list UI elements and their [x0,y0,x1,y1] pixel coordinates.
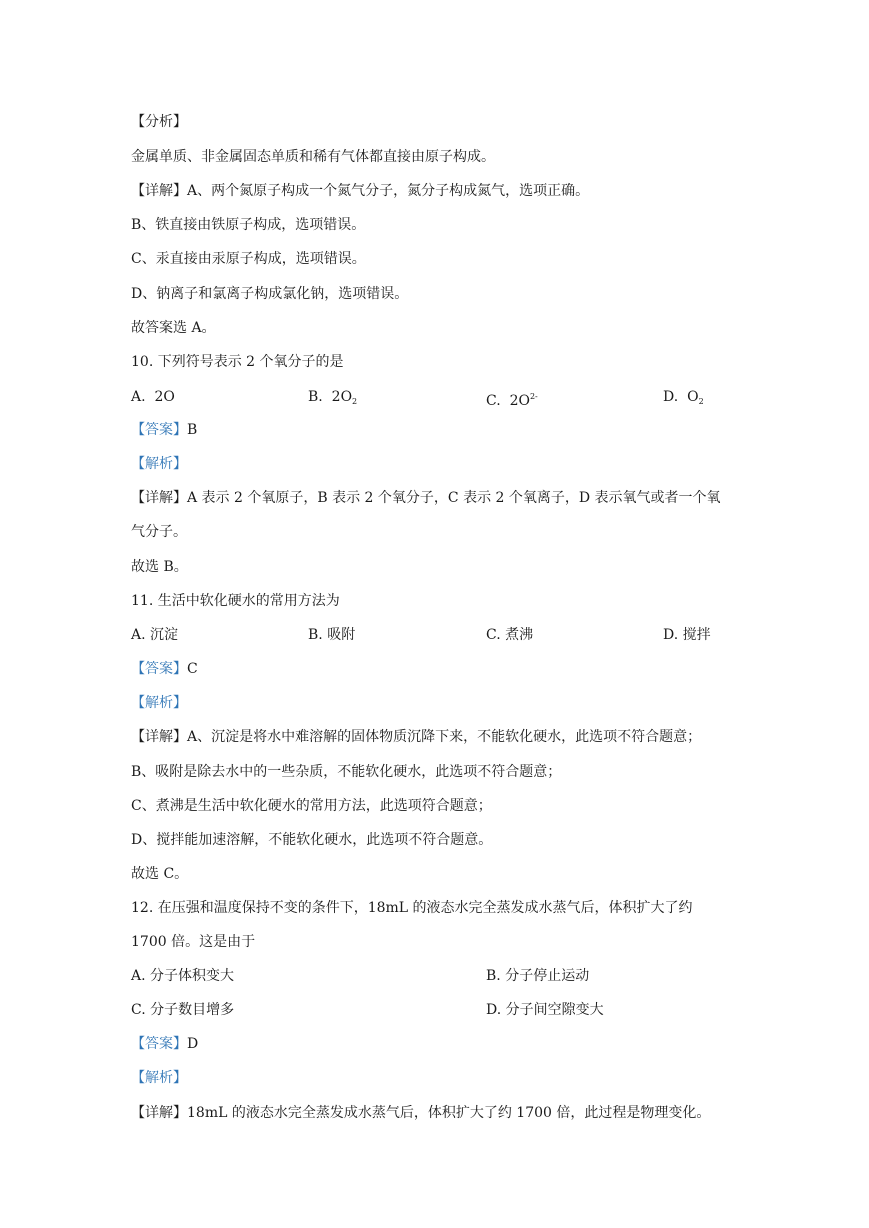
detail-line: D、钠离子和氯离子构成氯化钠，选项错误。 [131,286,409,302]
detail-line: C、煮沸是生活中软化硬水的常用方法，此选项符合题意； [131,798,492,814]
answer-label: 【答案】 [131,1036,187,1052]
question-12: 12. 在压强和温度保持不变的条件下，18mL 的液态水完全蒸发成水蒸气后，体积扩大了约 [131,900,693,916]
detail-line: D、搅拌能加速溶解，不能软化硬水，此选项不符合题意。 [131,832,493,848]
option-c: C. 分子数目增多 [131,1002,235,1018]
option-b: B. 分子停止运动 [486,968,590,984]
option-d: D. $O_2$ [663,389,704,406]
detail-line: 气分子。 [131,524,187,540]
detail-label: 【详解】 [131,1105,187,1121]
option-c: C. $2O^{2-}$ [486,392,538,409]
answer-label: 【答案】 [131,422,187,438]
option-a: A. 2O [131,389,175,405]
option-b: B. $2O_2$ [308,389,358,406]
detail-line: B、铁直接由铁原子构成，选项错误。 [131,217,366,233]
detail-line: 【详解】18mL 的液态水完全蒸发成水蒸气后，体积扩大了约 1700 倍，此过程是物理变化。 [131,1105,711,1121]
question-12-cont: 1700 倍。这是由于 [131,934,256,950]
option-a: A. 分子体积变大 [131,968,235,984]
answer-line: 【答案】C [131,661,198,677]
option-d: D. 分子间空隙变大 [486,1002,604,1018]
question-10: 10. 下列符号表示 2 个氧分子的是 [131,354,344,370]
conclusion: 故选 B。 [131,559,188,575]
option-a: A. 沉淀 [131,627,179,643]
jiexi-label: 【解析】 [131,695,187,711]
question-11: 11. 生活中软化硬水的常用方法为 [131,593,340,609]
detail-line: 【详解】A、两个氮原子构成一个氮气分子，氮分子构成氮气，选项正确。 [131,183,590,199]
conclusion: 故答案选 A。 [131,320,216,336]
conclusion: 故选 C。 [131,866,189,882]
detail-label: 【详解】 [131,490,187,506]
detail-line: 【详解】A 表示 2 个氧原子，B 表示 2 个氧分子，C 表示 2 个氧离子，D 表示氧气或者一个氧 [131,490,721,506]
detail-line: 【详解】A、沉淀是将水中难溶解的固体物质沉降下来，不能软化硬水，此选项不符合题意； [131,729,702,745]
jiexi-label: 【解析】 [131,1070,187,1086]
answer-line: 【答案】D [131,1036,199,1052]
jiexi-label: 【解析】 [131,456,187,472]
option-d: D. 搅拌 [663,627,711,643]
detail-line: C、汞直接由汞原子构成，选项错误。 [131,251,366,267]
answer-line: 【答案】B [131,422,198,438]
option-c: C. 煮沸 [486,627,534,643]
analysis-header: 【分析】 [131,114,187,130]
detail-line: B、吸附是除去水中的一些杂质，不能软化硬水，此选项不符合题意； [131,764,562,780]
option-b: B. 吸附 [308,627,356,643]
analysis-text: 金属单质、非金属固态单质和稀有气体都直接由原子构成。 [131,149,495,165]
detail-label: 【详解】 [131,729,187,745]
answer-label: 【答案】 [131,661,187,677]
detail-label: 【详解】 [131,183,187,199]
